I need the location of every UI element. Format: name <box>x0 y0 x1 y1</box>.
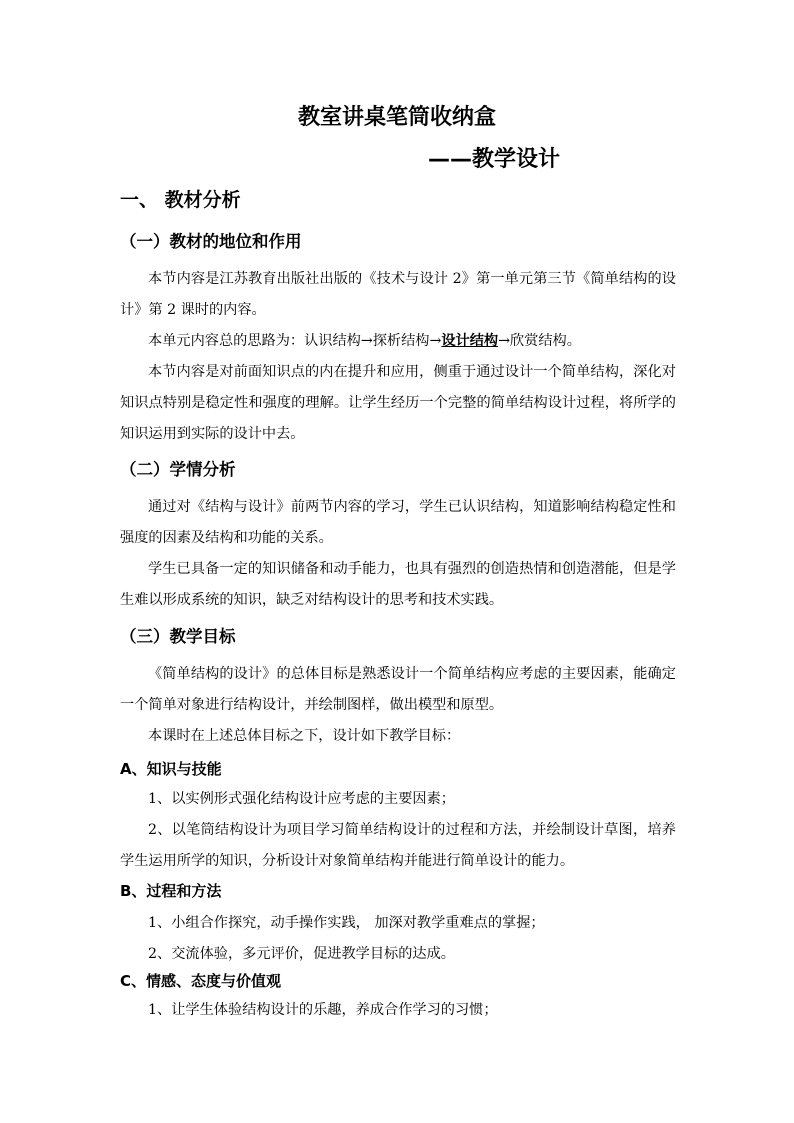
document-title: 教室讲桌笔筒收纳盒 <box>297 105 496 130</box>
section-heading-textbook-analysis: 一、 教材分析 <box>120 189 241 211</box>
subsection-heading-teaching-goals: （三）教学目标 <box>120 627 236 646</box>
goal-item-b2: 2、交流体验，多元评价，促进教学目标的达成。 <box>148 946 455 962</box>
goal-item-c1: 1、让学生体验结构设计的乐趣，养成合作学习的习惯； <box>148 1002 498 1018</box>
paragraph-overall-goal: 《简单结构的设计》的总体目标是熟悉设计一个简单结构应考虑的主要因素，能确定一个简单对象进行结构设计，并绘制图样，做出模型和原型。 <box>120 666 676 713</box>
goal-heading-process-methods: B、过程和方法 <box>120 882 222 900</box>
goal-item-a2: 2、以笔筒结构设计为项目学习简单结构设计的过程和方法，并绘制设计草图，培养学生运用所学的知识，分析设计对象简单结构并能进行简单设计的能力。 <box>120 822 676 869</box>
document-subtitle: ——教学设计 <box>428 147 561 172</box>
paragraph-content-source: 本节内容是江苏教育出版社出版的《技术与设计 2》第一单元第三节《简单结构的设计》第 2 课时的内容。 <box>120 271 676 318</box>
goal-heading-knowledge-skills: A、知识与技能 <box>120 760 222 778</box>
goal-item-b1: 1、小组合作探究，动手操作实践， 加深对教学重难点的掌握； <box>148 915 545 931</box>
unit-outline-emphasis: 设计结构 <box>441 333 499 349</box>
paragraph-prior-learning: 通过对《结构与设计》前两节内容的学习，学生已认识结构，知道影响结构稳定性和强度的因素及结构和功能的关系。 <box>120 499 676 546</box>
goal-item-a1: 1、以实例形式强化结构设计应考虑的主要因素； <box>148 791 455 807</box>
subsection-heading-student-analysis: （二）学情分析 <box>120 460 236 479</box>
goal-heading-emotion-values: C、情感、态度与价值观 <box>120 972 282 990</box>
paragraph-lesson-goals-intro: 本课时在上述总体目标之下，设计如下教学目标： <box>148 728 461 744</box>
unit-outline-suffix: →欣赏结构。 <box>498 333 581 349</box>
paragraph-student-ability: 学生已具备一定的知识储备和动手能力，也具有强烈的创造热情和创造潜能，但是学生难以形成系统的知识，缺乏对结构设计的思考和技术实践。 <box>120 561 676 608</box>
unit-outline-prefix: 本单元内容总的思路为：认识结构→探析结构→ <box>148 333 442 349</box>
paragraph-unit-outline <box>120 326 676 357</box>
paragraph-section-focus: 本节内容是对前面知识点的内在提升和应用，侧重于通过设计一个简单结构，深化对知识点特别是稳定性和强度的理解。让学生经历一个完整的简单结构设计过程，将所学的知识运用到实际的设计中去。 <box>120 364 676 442</box>
subsection-heading-status-role: （一）教材的地位和作用 <box>120 232 302 251</box>
